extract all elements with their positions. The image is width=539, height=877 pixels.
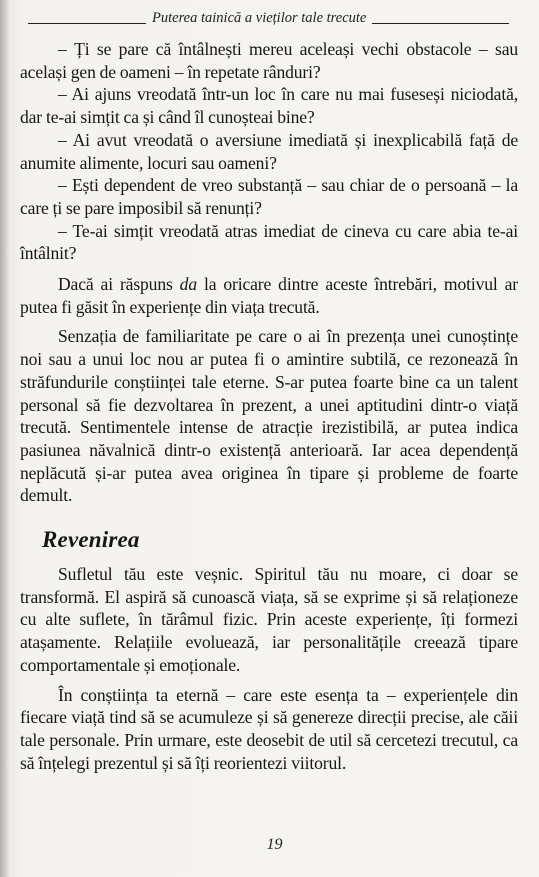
- answer-emphasis: da: [179, 274, 197, 295]
- answer-paragraph: [20, 273, 518, 318]
- page-content: [20, 38, 518, 774]
- question-1: – Ți se pare că întâlnești mereu aceleași vechi obstacole – sau același gen de oameni – în repetate rânduri?: [20, 39, 518, 82]
- question-3: – Ai avut vreodată o aversiune imediată și inexplicabilă față de anumite alimente, locuri sau oameni?: [20, 129, 518, 173]
- page-number: 19: [266, 836, 283, 853]
- header-rule-right: [372, 23, 509, 24]
- section-paragraph-1: Sufletul tău este veșnic. Spiritul tău nu moare, ci doar se transformă. El aspiră să cunoască viața, să se exprime și să relaționeze cu alte suflete, în tărâmul fizic. Prin aceste experiențe, îți formezi atașamente. Relațiile evoluează, iar personalitățile creează tipare comportamentale și emoționale.: [20, 564, 518, 675]
- question-5: – Te-ai simțit vreodată atras imediat de cineva cu care abia te-ai întâlnit?: [20, 220, 518, 264]
- spine-shadow: [0, 0, 10, 877]
- running-header: [28, 8, 509, 28]
- section-paragraph-2: În conștiința ta eternă – care este esența ta – experiențele din fiecare viață tind să se acumuleze și să genereze direcții precise, ale căii tale personale. Prin urmare, este deosebit de util să cercetezi trecutul, ca să înțelegi prezentul și să îți reorientezi viitorul.: [20, 684, 518, 773]
- answer-text-before: Dacă ai răspuns: [58, 274, 180, 295]
- question-2: – Ai ajuns vreodată într-un loc în care nu mai fuseseși niciodată, dar te-ai simțit ca și când îl cunoșteai bine?: [20, 84, 518, 128]
- running-title: Puterea tainică a vieților tale trecute: [152, 9, 367, 26]
- section-heading: Revenirea: [42, 527, 140, 553]
- answer-text-after: la oricare dintre aceste întrebări, motivul ar putea fi găsit în experiențe din viața trecută.: [20, 274, 518, 317]
- question-4: – Ești dependent de vreo substanță – sau chiar de o persoană – la care ți se pare imposibil să renunți?: [20, 175, 518, 218]
- header-rule-left: [28, 23, 146, 24]
- familiarity-paragraph: Senzația de familiaritate pe care o ai în prezența unei cunoștințe noi sau a unui loc nou ar putea fi o amintire subtilă, ce rezonează în străfundurile conștiinței tale eterne. S-ar putea foarte bine ca un talent personal să fie dezvoltarea în prezent, a unei aptitudini dintr-o viață trecută. Sentimentele intense de atracție irezistibilă, ar putea indica pasiunea năvalnică dintr-o existență anterioară. Iar acea dependență neplăcută și-ar putea avea originea în tipare și probleme de foarte demult.: [20, 326, 518, 506]
